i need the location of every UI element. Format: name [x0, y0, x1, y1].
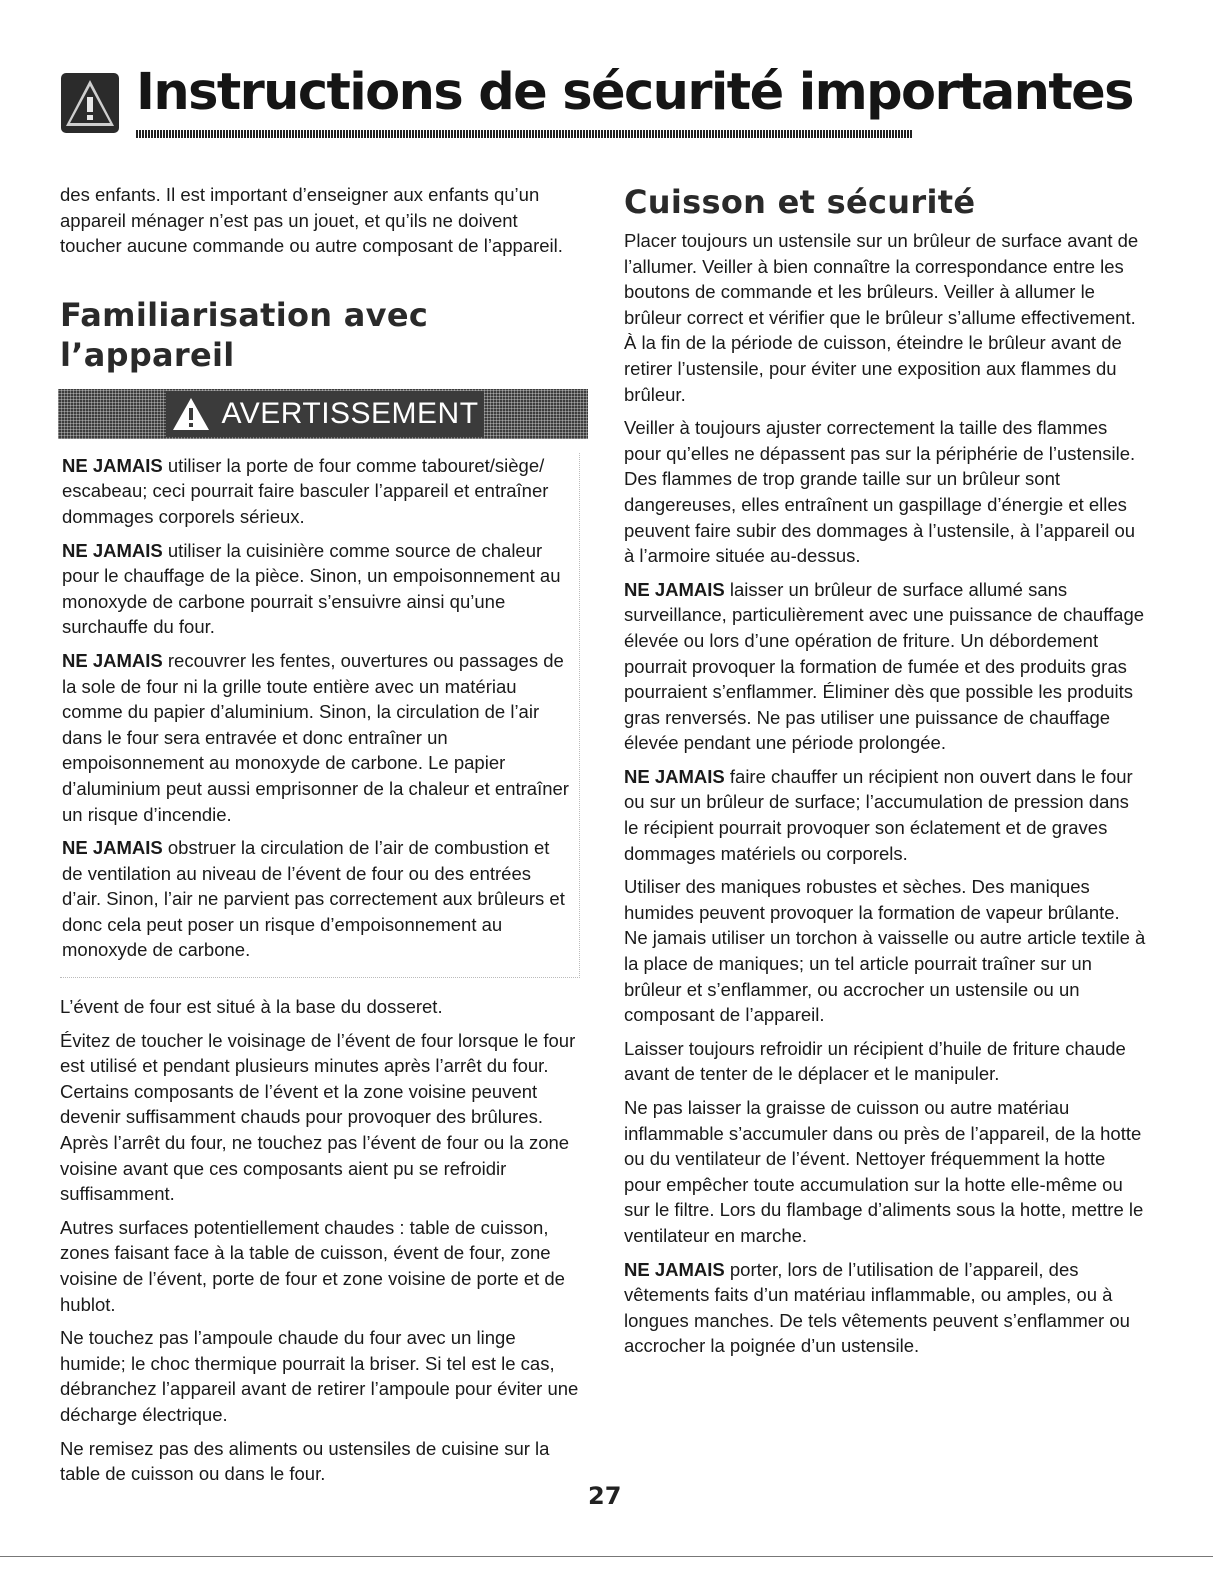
- warning-banner: [58, 389, 588, 439]
- body-paragraph: Autres surfaces potentiellement chaudes : table de cuisson, zones faisant face à la table de cuisson, évent de four, zone voisine de l’évent, porte de four et zone voisine de porte et de hublot.: [60, 1216, 565, 1315]
- warning-body: [60, 453, 580, 978]
- body-paragraph: Utiliser des maniques robustes et sèches. Des maniques humides peuvent provoquer la formation de vapeur brûlante. Ne jamais utiliser un torchon à vaisselle ou autre article textile à la place de maniques; un tel article pourrait traîner sur un brûleur et s’enflammer, ou accrocher un ustensile ou un composant de l’appareil.: [624, 876, 1146, 1026]
- footer-rule: [0, 1556, 1213, 1557]
- body-paragraph: NE JAMAIS porter, lors de l’utilisation de l’appareil, des vêtements faits d’un matériau inflammable, ou amples, ou à longues manches. De tels vêtements peuvent s’enflammer ou accrocher la poignée d’un ustensile.: [624, 1258, 1130, 1357]
- page-title: Instructions de sécurité importantes: [136, 63, 1133, 122]
- body-paragraph: Ne remisez pas des aliments ou ustensiles de cuisine sur la table de cuisson ou dans le four.: [60, 1437, 550, 1485]
- body-paragraph: Ne pas laisser la graisse de cuisson ou autre matériau inflammable s’accumuler dans ou près de l’appareil, de la hotte ou du ventilateur de l’évent. Nettoyer fréquemment la hotte pour empêcher toute accumulation sur la hotte elle-même ou sur le filtre. Lors du flambage d’aliments sous la hotte, mettre le ventilateur en marche.: [624, 1097, 1144, 1246]
- page-header: [60, 58, 1133, 140]
- warning-item: [62, 453, 569, 530]
- warning-item: [62, 538, 569, 640]
- warning-text: utiliser la cuisinière comme source de chaleur pour le chauffage de la pièce. Sinon, un empoisonnement au monoxyde de carbone pourrait s’ensuivre ainsi qu’une surchauffe du four.: [62, 539, 561, 638]
- body-paragraph: L’évent de four est situé à la base du dosseret.: [60, 996, 443, 1018]
- warning-lead: NE JAMAIS: [62, 539, 163, 561]
- section-title-familiarisation: Familiarisation avec l’appareil: [60, 295, 429, 374]
- warning-lead: NE JAMAIS: [624, 578, 725, 600]
- page-number: 27: [588, 1482, 622, 1510]
- warning-text: recouvrer les fentes, ouvertures ou passages de la sole de four ni la grille toute entière avec un matériau comme du papier d’aluminium. Sinon, la circulation de l’air dans le four sera entravée et donc entraîner un empoisonnement au monoxyde de carbone. Le papier d’aluminium peut aussi emprisonner de la chaleur et entraîner un risque d’incendie.: [62, 649, 569, 825]
- warning-lead: NE JAMAIS: [624, 765, 725, 787]
- right-column: [624, 182, 1146, 1367]
- warning-lead: NE JAMAIS: [62, 454, 163, 476]
- warning-triangle-icon: [171, 396, 211, 432]
- warning-lead: NE JAMAIS: [62, 649, 163, 671]
- body-paragraph: NE JAMAIS faire chauffer un récipient non ouvert dans le four ou sur un brûleur de surface; l’accumulation de pression dans le récipient pourrait provoquer son éclatement et de graves dommages matériels ou corporels.: [624, 765, 1133, 864]
- warning-item: [62, 648, 569, 827]
- body-paragraph: Placer toujours un ustensile sur un brûleur de surface avant de l’allumer. Veiller à bien connaître la correspondance entre les boutons de commande et les brûleurs. Veiller à allumer le brûleur correct et vérifier que le brûleur s’allume effectivement. À la fin de la période de cuisson, éteindre le brûleur avant de retirer l’ustensile, pour éviter une exposition aux flammes du brûleur.: [624, 230, 1139, 405]
- section-title-cuisson: Cuisson et sécurité: [624, 183, 976, 221]
- warning-lead: NE JAMAIS: [624, 1258, 725, 1280]
- intro-paragraph: des enfants. Il est important d’enseigner aux enfants qu’un appareil ménager n’est pas un jouet, et qu’ils ne doivent toucher aucune commande ou autre composant de l’appareil.: [60, 184, 563, 257]
- warning-item: [62, 835, 569, 963]
- warning-triangle-icon: [60, 72, 120, 134]
- body-paragraph: Évitez de toucher le voisinage de l’évent de four lorsque le four est utilisé et pendant plusieurs minutes après l’arrêt du four. Certains composants de l’évent et la zone voisine peuvent devenir suffisamment chauds pour provoquer des brûlures. Après l’arrêt du four, ne touchez pas l’évent de four ou la zone voisine avant que ces composants aient pu se refroidir suffisamment.: [60, 1029, 576, 1205]
- body-paragraph: Ne touchez pas l’ampoule chaude du four avec un linge humide; le choc thermique pourrait la briser. Si tel est le cas, débranchez l’appareil avant de retirer l’ampoule pour éviter une décharge électrique.: [60, 1327, 579, 1425]
- warning-text: obstruer la circulation de l’air de combustion et de ventilation au niveau de l’évent de four ou des entrées d’air. Sinon, l’air ne parvient pas correctement aux brûleurs et donc cela peut poser un risque d’empoisonnement au monoxyde de carbone.: [62, 837, 565, 961]
- title-underline: [136, 130, 912, 138]
- body-paragraph: Veiller à toujours ajuster correctement la taille des flammes pour qu’elles ne dépassent pas sur la périphérie de l’ustensile. Des flammes de trop grande taille sur un brûleur sont dangereuses, elles entraînent un gaspillage d’énergie et elles peuvent faire subir des dommages à l’ustensile, à l’appareil ou à l’armoire située au-dessus.: [624, 417, 1136, 567]
- body-paragraph: NE JAMAIS laisser un brûleur de surface allumé sans surveillance, particulièrement avec une puissance de chauffage élevée ou lors d’une opération de friture. Un débordement pourrait provoquer la formation de fumée et des produits gras pourraient s’enflammer. Éliminer dès que possible les produits gras renversés. Ne pas utiliser une puissance de chauffage élevée pendant une période prolongée.: [624, 578, 1145, 754]
- warning-label: AVERTISSEMENT: [221, 396, 479, 430]
- left-column: [60, 182, 580, 1495]
- warning-lead: NE JAMAIS: [62, 837, 163, 859]
- warning-text: utiliser la porte de four comme tabouret/siège/ escabeau; ceci pourrait faire basculer l’appareil et entraîner dommages corporels sérieux.: [62, 454, 549, 527]
- body-paragraph: Laisser toujours refroidir un récipient d’huile de friture chaude avant de tenter de le déplacer et le manipuler.: [624, 1037, 1126, 1085]
